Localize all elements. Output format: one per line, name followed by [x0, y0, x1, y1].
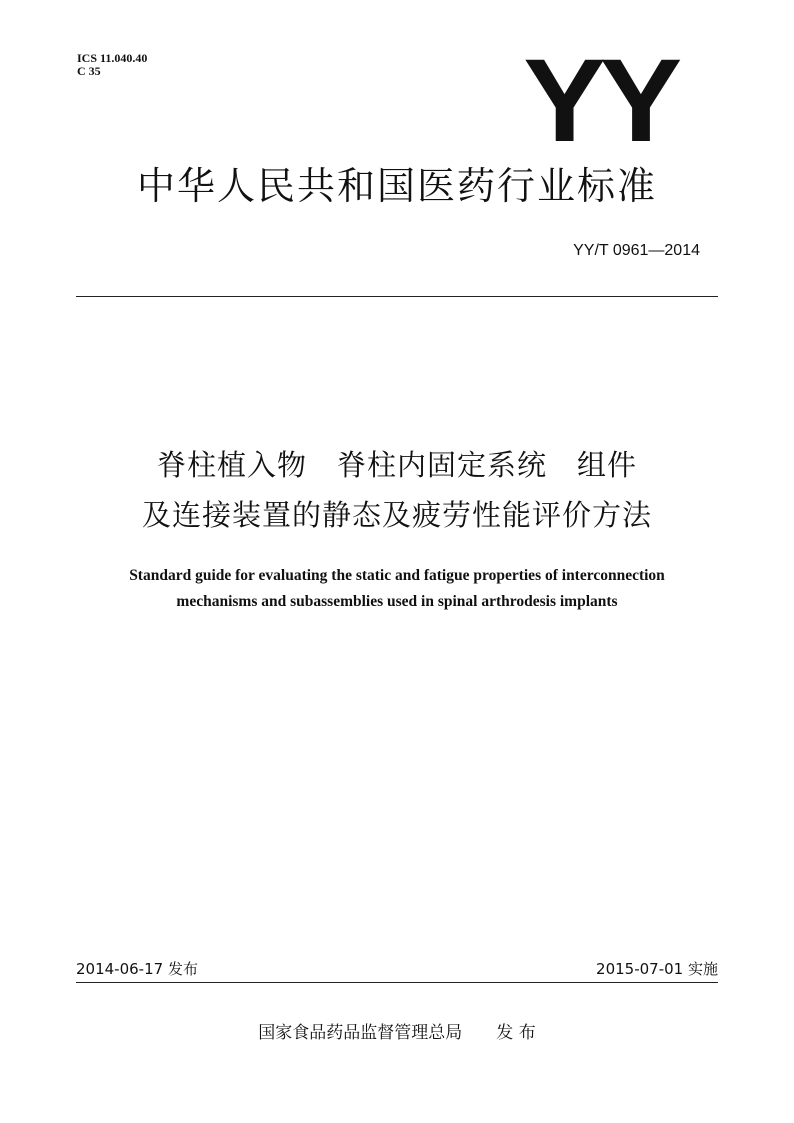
- footer-divider: [76, 982, 718, 983]
- industry-standard-title: 中华人民共和国医药行业标准: [136, 164, 657, 208]
- implementation-date: 2015-07-01 实施: [596, 960, 718, 978]
- header-divider: [76, 296, 718, 297]
- classification-codes: [77, 52, 147, 78]
- ics-code: ICS 11.040.40: [77, 51, 148, 65]
- publisher: 国家食品药品监督管理总局 发 布: [258, 1023, 536, 1043]
- yy-logo: YY: [523, 35, 676, 167]
- ccs-code: C 35: [77, 64, 101, 78]
- title-zh-line-1: 脊柱植入物 脊柱内固定系统 组件: [156, 448, 637, 482]
- title-en-line-1: Standard guide for evaluating the static and fatigue properties of interconnection: [129, 567, 665, 584]
- title-zh-line-2: 及连接装置的静态及疲劳性能评价方法: [141, 498, 652, 532]
- issue-date: 2014-06-17 发布: [76, 960, 198, 978]
- title-en-line-2: mechanisms and subassemblies used in spinal arthrodesis implants: [176, 593, 618, 610]
- standard-code: YY/T 0961—2014: [573, 242, 700, 259]
